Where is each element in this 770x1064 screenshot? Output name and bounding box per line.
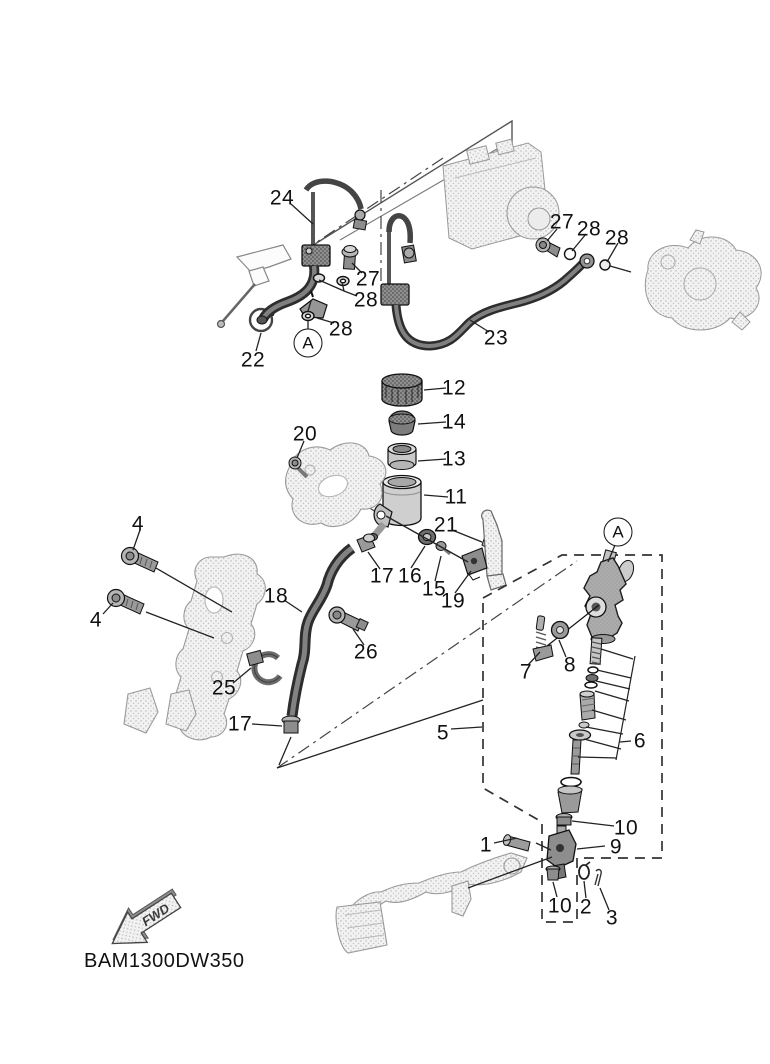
- bolt-26: [329, 607, 368, 631]
- rear-brake-caliper: [645, 230, 761, 330]
- callout-27: 27: [549, 210, 575, 234]
- callout-17: 17: [369, 564, 395, 588]
- callout-9: 9: [609, 835, 623, 859]
- callout-28: 28: [604, 226, 630, 250]
- detail-marker-A: A: [294, 329, 323, 358]
- abs-modulator: [443, 139, 559, 249]
- callout-19: 19: [440, 589, 466, 613]
- reservoir-stay-bracket: [218, 245, 292, 328]
- diagram-code: BAM1300DW350: [84, 950, 245, 972]
- callout-10: 10: [613, 816, 639, 840]
- callout-8: 8: [563, 653, 577, 677]
- brake-pedal: [336, 853, 527, 953]
- bolt-4-lower: [108, 590, 145, 615]
- callout-13: 13: [441, 447, 467, 471]
- callout-4: 4: [89, 608, 103, 632]
- callout-3: 3: [605, 906, 619, 930]
- callout-16: 16: [397, 564, 423, 588]
- hose-clamp-25: [247, 650, 280, 682]
- callout-28: 28: [576, 217, 602, 241]
- callout-27: 27: [355, 267, 381, 291]
- bolt-4-upper: [122, 548, 159, 573]
- clip-17-lower: [282, 716, 300, 733]
- clip-17-upper: [357, 534, 375, 552]
- callout-23: 23: [483, 326, 509, 350]
- callout-18: 18: [263, 584, 289, 608]
- reservoir-cap-12: [382, 374, 422, 406]
- spring-7: [533, 616, 553, 661]
- callout-11: 11: [444, 485, 468, 509]
- grommet-8: [552, 622, 569, 639]
- footrest-bracket-upper: [286, 443, 386, 527]
- callout-2: 2: [579, 895, 593, 919]
- callout-21: 21: [433, 513, 459, 537]
- stay-plate: [482, 510, 506, 590]
- callout-7: 7: [519, 660, 533, 684]
- reservoir-hose-18: [292, 548, 352, 716]
- fwd-arrow-label: FWD: [139, 900, 173, 930]
- callout-24: 24: [269, 186, 295, 210]
- callout-14: 14: [441, 410, 467, 434]
- callout-12: 12: [441, 376, 467, 400]
- fwd-arrow-icon: [101, 882, 189, 958]
- callout-5: 5: [436, 721, 450, 745]
- locknut-10-lower: [546, 866, 560, 880]
- callout-4: 4: [131, 512, 145, 536]
- clip-2: [579, 862, 590, 879]
- clevis-pin-1: [502, 834, 530, 851]
- callout-6: 6: [633, 729, 647, 753]
- callout-17: 17: [227, 712, 253, 736]
- diaphragm-holder-13: [388, 444, 416, 470]
- callout-28: 28: [328, 317, 354, 341]
- callout-15: 15: [421, 577, 447, 601]
- callout-20: 20: [292, 422, 318, 446]
- bracket-19: [462, 548, 487, 580]
- cotter-pin-3: [595, 870, 601, 886]
- diaphragm-14: [389, 411, 415, 435]
- union-bolt-27-right: [536, 238, 560, 257]
- callout-28: 28: [353, 288, 379, 312]
- callout-26: 26: [353, 640, 379, 664]
- locknut-10-upper: [556, 814, 572, 826]
- detail-marker-A: A: [604, 518, 633, 547]
- callout-22: 22: [240, 348, 266, 372]
- callout-25: 25: [211, 676, 237, 700]
- callout-10: 10: [547, 894, 573, 918]
- callout-1: 1: [479, 833, 493, 857]
